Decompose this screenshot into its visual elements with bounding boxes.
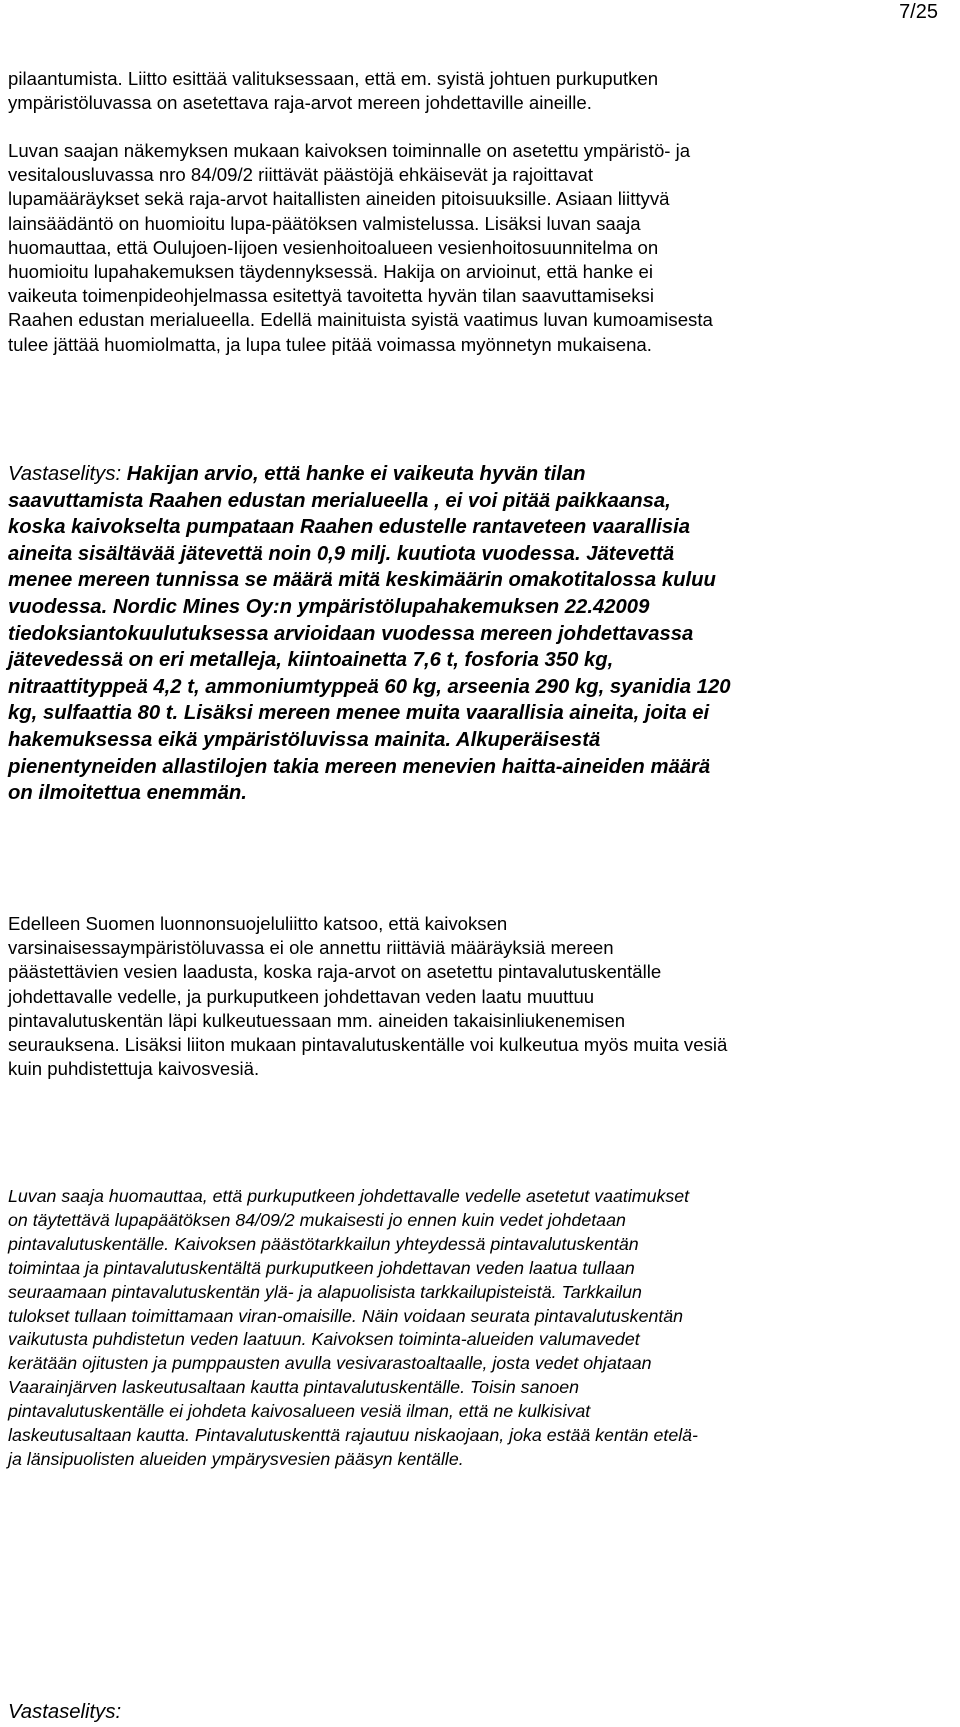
paragraph-line: toimintaa ja pintavalutuskentältä purkuputkeen johdettavan veden laatua tullaan bbox=[8, 1257, 635, 1278]
paragraph-line: seurauksena. Lisäksi liiton mukaan pintavalutuskentälle voi kulkeutua myös muita vesiä bbox=[8, 1034, 728, 1056]
paragraph-line: kuin puhdistettuja kaivosvesiä. bbox=[8, 1058, 260, 1080]
paragraph-line: koska kaivokselta pumpataan Raahen edustelle rantaveteen vaarallisia bbox=[8, 516, 691, 539]
paragraph-line: varsinaisessaympäristöluvassa ei ole annettu riittäviä määräyksiä mereen bbox=[8, 937, 614, 959]
paragraph-line: Vaarainjärven laskeutusaltaan kautta pintavalutuskentälle. Toisin sanoen bbox=[8, 1377, 580, 1398]
reply-first-line: Hakijan arvio, että hanke ei vaikeuta hyvän tilan bbox=[121, 463, 586, 485]
paragraph-line: kerätään ojitusten ja pumppausten avulla vesivarastoaltaalle, josta vedet ohjataan bbox=[8, 1353, 652, 1374]
paragraph-line: vaikeuta toimenpideohjelmassa esitettyä tavoitetta hyvän tilan saavuttamiseksi bbox=[8, 285, 654, 307]
paragraph-line: pintavalutuskentän läpi kulkeutuessaan mm. aineiden takaisinliukenemisen bbox=[8, 1009, 626, 1031]
paragraph-line: ja länsipuolisten alueiden ympärysvesien pääsyn kentälle. bbox=[8, 1448, 464, 1469]
paragraph-line: nitraattityppeä 4,2 t, ammoniumtyppeä 60 kg, arseenia 290 kg, syanidia 120 bbox=[8, 675, 731, 698]
paragraph-line: pienentyneiden allastilojen takia mereen menevien haitta-aineiden määrä bbox=[8, 755, 711, 778]
paragraph-line: lainsäädäntö on huomioitu lupa-päätöksen valmistelussa. Lisäksi luvan saaja bbox=[8, 212, 641, 234]
paragraph-line: tiedoksiantokuulutuksessa arvioidaan vuodessa mereen johdettavassa bbox=[8, 622, 694, 645]
paragraph-line bbox=[8, 461, 960, 488]
paragraph-line: tulee jättää huomiolmatta, ja lupa tulee pitää voimassa myönnetyn mukaisena. bbox=[8, 333, 652, 355]
paragraph-line: pintavalutuskentälle ei johdeta kaivosalueen vesiä ilman, että ne kulkisivat bbox=[8, 1401, 591, 1422]
paragraph-line: saavuttamista Raahen edustan merialueella , ei voi pitää paikkaansa, bbox=[8, 489, 671, 512]
paragraph-line: aineita sisältävää jätevettä noin 0,9 milj. kuutiota vuodessa. Jätevettä bbox=[8, 542, 675, 565]
paragraph-line: pilaantumista. Liitto esittää valituksessaan, että em. syistä johtuen purkuputken bbox=[8, 68, 659, 89]
paragraph-line: Luvan saaja huomauttaa, että purkuputkeen johdettavalle vedelle asetetut vaatimukset bbox=[8, 1186, 690, 1206]
paragraph-5 bbox=[8, 1185, 960, 1472]
paragraph-line: vaikutusta puhdistetun veden laatuun. Kaivoksen toiminta-alueiden valumavedet bbox=[8, 1329, 640, 1350]
paragraph-line: Edelleen Suomen luonnonsuojeluliitto katsoo, että kaivoksen bbox=[8, 913, 508, 934]
paragraph-line: päästettävien vesien laadusta, koska raja-arvot on asetettu pintavalutuskentälle bbox=[8, 961, 662, 983]
paragraph-1 bbox=[8, 67, 960, 115]
paragraph-line: vuodessa. Nordic Mines Oy:n ympäristölupahakemuksen 22.42009 bbox=[8, 595, 650, 618]
reply-heading: Vastaselitys: bbox=[8, 1701, 122, 1723]
paragraph-line: menee mereen tunnissa se määrä mitä keskimäärin omakotitalossa kuluu bbox=[8, 569, 716, 592]
reply-paragraph bbox=[8, 461, 960, 807]
paragraph-line: huomauttaa, että Oulujoen-Iijoen vesienhoitoalueen vesienhoitosuunnitelma on bbox=[8, 236, 659, 258]
paragraph-line: Luvan saajan näkemyksen mukaan kaivoksen toiminnalle on asetettu ympäristö- ja bbox=[8, 140, 691, 161]
reply-label: Vastaselitys: bbox=[8, 463, 122, 485]
page-number: 7/25 bbox=[899, 1, 938, 23]
paragraph-line: Raahen edustan merialueella. Edellä mainituista syistä vaatimus luvan kumoamisesta bbox=[8, 309, 713, 331]
paragraph-line: jätevedessä on eri metalleja, kiintoainetta 7,6 t, fosforia 350 kg, bbox=[8, 649, 614, 672]
paragraph-line: on täytettävä lupapäätöksen 84/09/2 mukaisesti jo ennen kuin vedet johdetaan bbox=[8, 1209, 626, 1230]
paragraph-line: huomioitu lupahakemuksen täydennyksessä. Hakija on arvioinut, että hanke ei bbox=[8, 261, 653, 283]
paragraph-line: pintavalutuskentälle. Kaivoksen päästötarkkailun yhteydessä pintavalutuskentän bbox=[8, 1233, 639, 1254]
paragraph-4 bbox=[8, 912, 960, 1081]
paragraph-line: tulokset tullaan toimittamaan viran-omaisille. Näin voidaan seurata pintavalutuskentän bbox=[8, 1305, 684, 1326]
paragraph-2 bbox=[8, 139, 960, 357]
paragraph-line: ympäristöluvassa on asetettava raja-arvot mereen johdettaville aineille. bbox=[8, 92, 592, 114]
paragraph-line: johdettavalle vedelle, ja purkuputkeen johdettavan veden laatu muuttuu bbox=[8, 985, 595, 1007]
paragraph-line: kg, sulfaattia 80 t. Lisäksi mereen menee muita vaarallisia aineita, joita ei bbox=[8, 702, 710, 725]
paragraph-line: hakemuksessa eikä ympäristöluvissa mainita. Alkuperäisestä bbox=[8, 728, 601, 751]
paragraph-line: vesitalousluvassa nro 84/09/2 riittävät päästöjä ehkäisevät ja rajoittavat bbox=[8, 164, 594, 186]
paragraph-line: on ilmoitettua enemmän. bbox=[8, 782, 247, 805]
paragraph-line: laskeutusaltaan kautta. Pintavalutuskenttä rajautuu niskaojaan, joka estää kentän etelä- bbox=[8, 1425, 698, 1446]
paragraph-line: lupamääräykset sekä raja-arvot haitallisten aineiden pitoisuuksille. Asiaan liittyvä bbox=[8, 188, 670, 210]
paragraph-line: seuraamaan pintavalutuskentän ylä- ja alapuolisista tarkkailupisteistä. Tarkkailun bbox=[8, 1281, 642, 1302]
